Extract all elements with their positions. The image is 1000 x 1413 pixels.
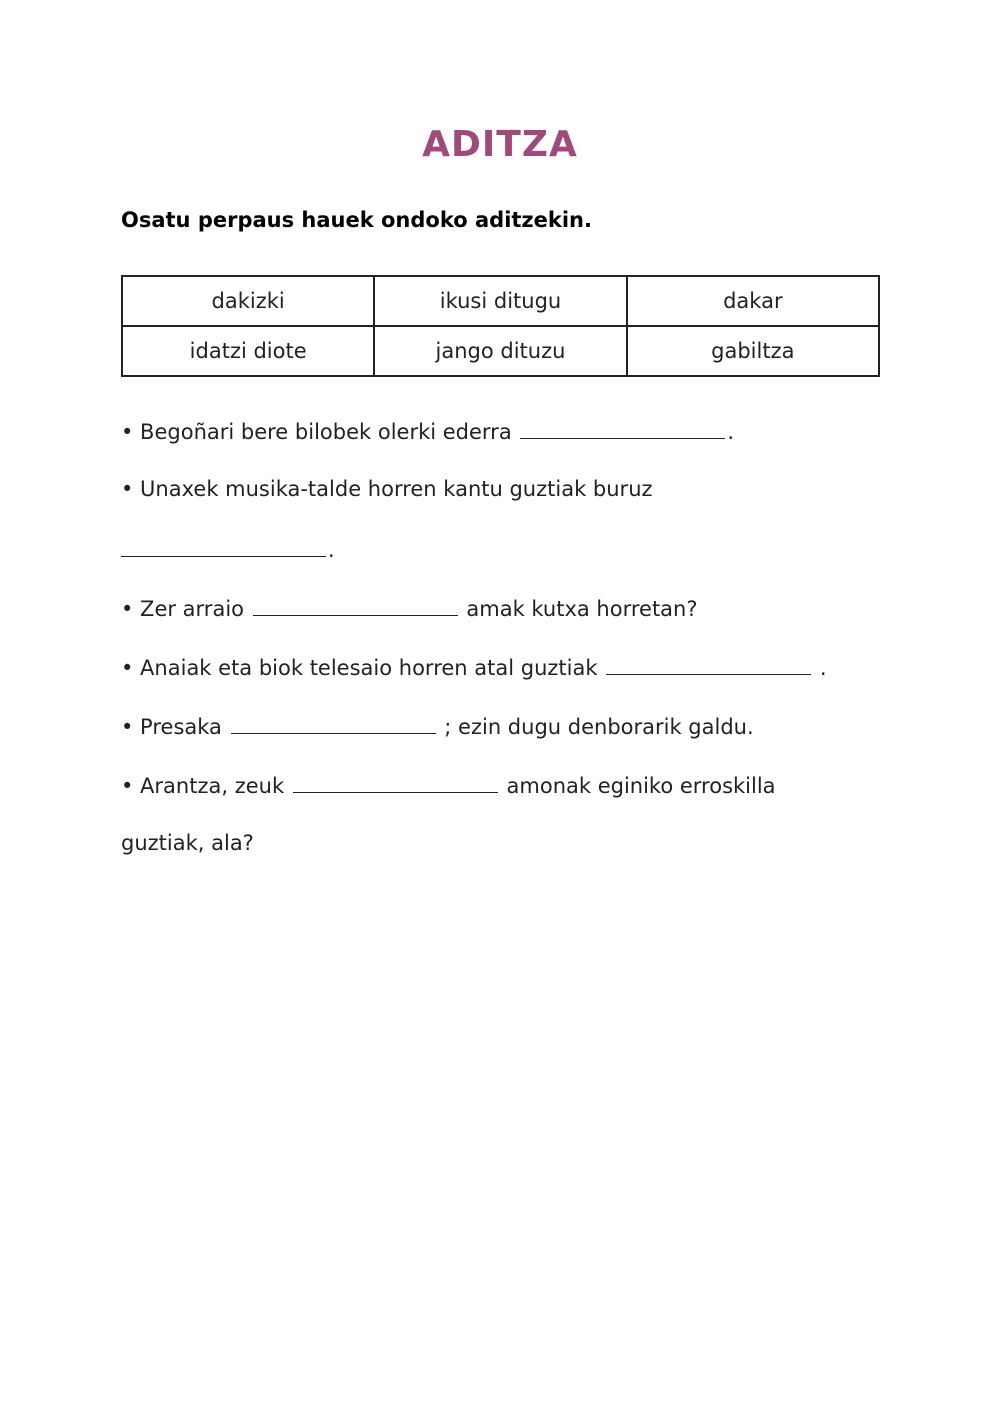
answer-blank[interactable] xyxy=(520,418,725,439)
verb-table xyxy=(121,275,880,377)
sentence-text: . xyxy=(819,656,827,680)
verb-cell: gabiltza xyxy=(627,326,879,376)
sentence-text: • Begoñari bere bilobek olerki ederra xyxy=(121,420,512,444)
sentence-5 xyxy=(121,713,754,739)
answer-blank[interactable] xyxy=(231,713,436,734)
sentence-text: • Anaiak eta biok telesaio horren atal guztiak xyxy=(121,656,598,680)
verb-cell: jango dituzu xyxy=(374,326,626,376)
sentence-text: guztiak, ala? xyxy=(121,831,254,855)
verb-cell: ikusi ditugu xyxy=(374,276,626,326)
sentence-text: . xyxy=(727,420,735,444)
sentence-3 xyxy=(121,595,698,621)
sentence-6 xyxy=(121,772,776,798)
sentence-4 xyxy=(121,654,827,680)
verb-cell: dakizki xyxy=(122,276,374,326)
sentence-text: • Presaka xyxy=(121,715,222,739)
page-title: ADITZA xyxy=(422,124,578,165)
sentence-text: amonak eginiko erroskilla xyxy=(506,774,776,798)
verb-cell: dakar xyxy=(627,276,879,326)
sentence-2 xyxy=(121,477,653,501)
answer-blank[interactable] xyxy=(293,772,498,793)
verb-cell: idatzi diote xyxy=(122,326,374,376)
sentence-2-line2 xyxy=(121,536,335,562)
sentence-1 xyxy=(121,418,734,444)
sentence-text: • Unaxek musika-talde horren kantu guztiak buruz xyxy=(121,477,653,501)
answer-blank[interactable] xyxy=(606,654,811,675)
sentence-text: . xyxy=(328,538,335,562)
answer-blank[interactable] xyxy=(253,595,458,616)
table-row xyxy=(122,326,879,376)
sentence-text: • Arantza, zeuk xyxy=(121,774,285,798)
sentence-6-line2 xyxy=(121,831,254,855)
sentence-text: • Zer arraio xyxy=(121,597,244,621)
sentence-text: ; ezin dugu denborarik galdu. xyxy=(444,715,754,739)
answer-blank[interactable] xyxy=(121,536,326,557)
table-row xyxy=(122,276,879,326)
sentence-text: amak kutxa horretan? xyxy=(466,597,698,621)
instruction-text: Osatu perpaus hauek ondoko aditzekin. xyxy=(121,208,592,232)
